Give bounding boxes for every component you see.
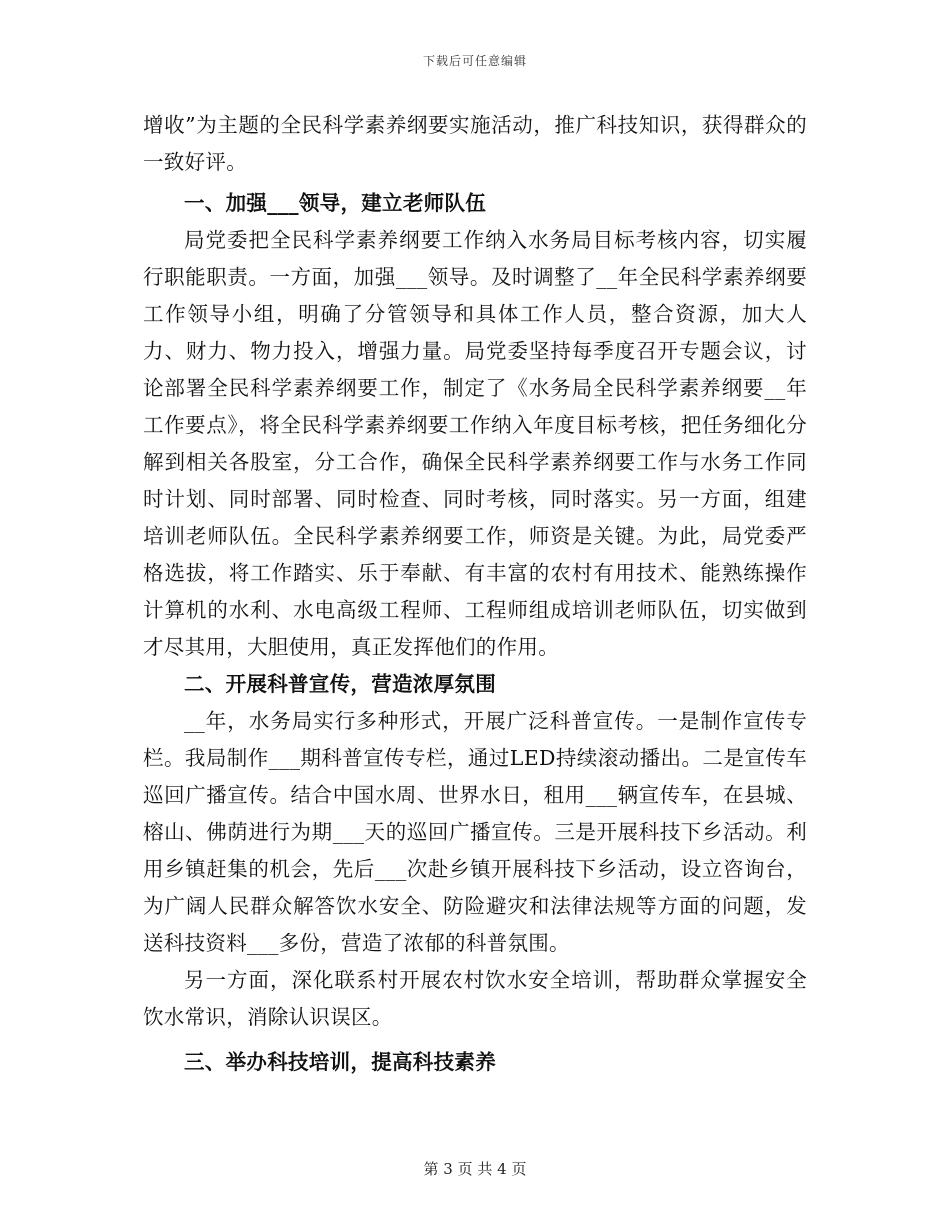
- paragraph-2: __年，水务局实行多种形式，开展广泛科普宣传。一是制作宣传专栏。我局制作___期科普宣传专栏，通过LED持续滚动播出。二是宣传车巡回广播宣传。结合中国水周、世界水日，租用___辆宣传车，在县城、榕山、佛荫进行为期___天的巡回广播宣传。三是开展科技下乡活动。利用乡镇赶集的机会，先后___次赴乡镇开展科技下乡活动，设立咨询台，为广阔人民群众解答饮水安全、防险避灾和法律法规等方面的问题，发送科技资料___多份，营造了浓郁的科普氛围。: [143, 709, 807, 955]
- page-footer: 第 3 页 共 4 页: [423, 1160, 527, 1178]
- section-heading-2: 二、开展科普宣传，营造浓厚氛围: [184, 672, 496, 696]
- paragraph-3: 另一方面，深化联系村开展农村饮水安全培训，帮助群众掌握安全饮水常识，消除认识误区。: [143, 968, 807, 1029]
- paragraph-1: 局党委把全民科学素养纲要工作纳入水务局目标考核内容，切实履行职能职责。一方面，加强___领导。及时调整了__年全民科学素养纲要工作领导小组，明确了分管领导和具体工作人员，整合资源，加大人力、财力、物力投入，增强力量。局党委坚持每季度召开专题会议，讨论部署全民科学素养纲要工作，制定了《水务局全民科学素养纲要__年工作要点》，将全民科学素养纲要工作纳入年度目标考核，把任务细化分解到相关各股室，分工合作，确保全民科学素养纲要工作与水务工作同时计划、同时部署、同时检查、同时考核，同时落实。另一方面，组建培训老师队伍。全民科学素养纲要工作，师资是关键。为此，局党委严格选拔，将工作踏实、乐于奉献、有丰富的农村有用技术、能熟练操作计算机的水利、水电高级工程师、工程师组成培训老师队伍，切实做到才尽其用，大胆使用，真正发挥他们的作用。: [143, 228, 807, 659]
- document-body: [143, 107, 807, 1081]
- section-heading-3: 三、举办科技培训，提高科技素养: [184, 1050, 496, 1074]
- page-header: 下载后可任意编辑: [422, 54, 527, 68]
- paragraph-continued: 增收”为主题的全民科学素养纲要实施活动，推广科技知识，获得群众的一致好评。: [143, 113, 807, 174]
- section-heading-1: 一、加强___领导，建立老师队伍: [184, 191, 487, 215]
